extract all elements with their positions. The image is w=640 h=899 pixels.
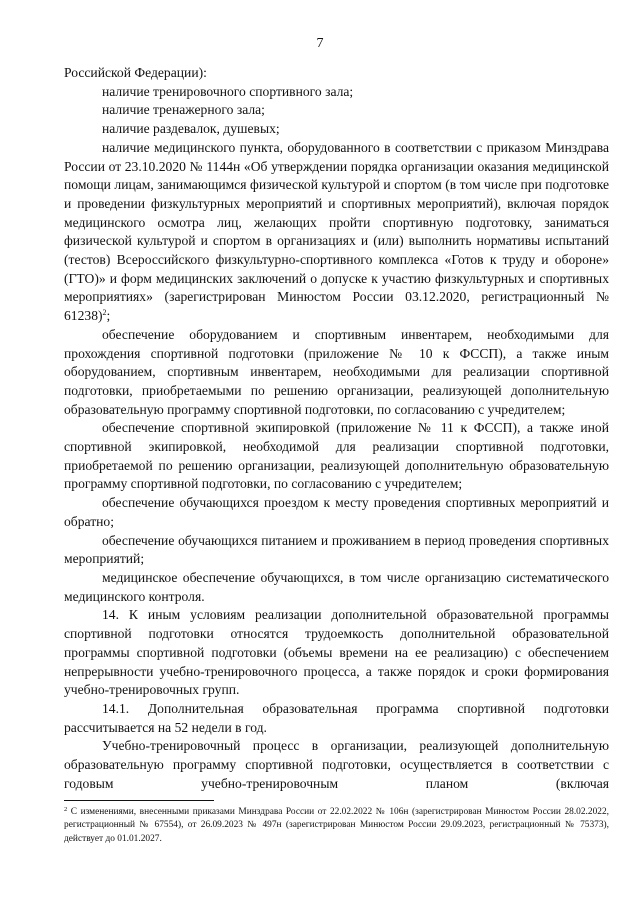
paragraph-gym: наличие тренажерного зала;: [102, 102, 265, 118]
body-text: [64, 64, 609, 793]
paragraph-equipment: обеспечение оборудованием и спортивным инвентарем, необходимыми для прохождения спортивной подготовки (приложение № 10 к ФССП), а также иным оборудованием, спортивным инвентарем, необходимыми для реализации спортивной подготовки, приобретаемыми по решению организации, реализующей дополнительную образовательную программу спортивной подготовки, по согласованию с учредителем;: [64, 326, 609, 417]
paragraph-locker-rooms: наличие раздевалок, душевых;: [102, 121, 280, 137]
footnote-marker: 2: [64, 806, 68, 813]
footnote: [64, 806, 609, 846]
paragraph-gear: обеспечение спортивной экипировкой (приложение № 11 к ФССП), а также иной спортивной экипировкой, необходимой для реализации спортивной подготовки, приобретаемой по решению организации, реализующей дополнительную образовательную программу спортивной подготовки, по согласованию с учредителем;: [64, 420, 609, 492]
paragraph-medical-point: [64, 139, 609, 326]
paragraph-item-14: 14. К иным условиям реализации дополнительной образовательной программы спортивной подготовки относятся трудоемкость дополнительной образовательной программы спортивной подготовки (объемы времени на ее реализацию) с обеспечением непрерывности учебно-тренировочного процесса, а также порядок и сроки формирования учебно-тренировочных групп.: [64, 607, 609, 698]
paragraph-medical-support: медицинское обеспечение обучающихся, в том числе организацию систематического медицинского контроля.: [64, 569, 609, 604]
paragraph-training-process: Учебно-тренировочный процесс в организации, реализующей дополнительную образовательную программу спортивной подготовки, осуществляется в соответствии с годовым учебно-тренировочным планом (включая: [64, 738, 609, 791]
paragraph-training-hall: наличие тренировочного спортивного зала;: [102, 83, 354, 99]
paragraph-medical-point-tail: ;: [106, 308, 111, 324]
paragraph-item-14-1: 14.1. Дополнительная образовательная программа спортивной подготовки рассчитывается на 52 недели в год.: [64, 700, 609, 735]
paragraph-medical-point-text: наличие медицинского пункта, оборудованного в соответствии с приказом Минздрава России от 23.10.2020 № 1144н «Об утверждении порядка организации оказания медицинской помощи лицам, занимающимся физической культурой и спортом (в том числе при подготовке и проведении физкультурных мероприятий и спортивных мероприятий), включая порядок медицинского осмотра лиц, желающих пройти спортивную подготовку, заниматься физической культурой и спортом в организациях и (или) выполнить нормативы испытаний (тестов) Всероссийского физкультурно-спортивного комплекса «Готов к труду и обороне» (ГТО)» и форм медицинских заключений о допуске к участию физкультурных и спортивных мероприятиях» (зарегистрирован Минюстом России 03.12.2020, регистрационный № 61238): [64, 139, 609, 324]
page-number: 7: [316, 36, 324, 51]
paragraph-meals-lodging: обеспечение обучающихся питанием и проживанием в период проведения спортивных мероприятий;: [64, 532, 609, 567]
paragraph-intro: Российской Федерации):: [64, 65, 207, 80]
footnote-text: С изменениями, внесенными приказами Минздрава России от 22.02.2022 № 106н (зарегистрирован Минюстом России 28.02.2022, регистрационный № 67554), от 26.09.2023 № 497н (зарегистрирован Минюстом России 29.09.2023, регистрационный № 75373), действует до 01.01.2027.: [64, 807, 609, 844]
footnote-divider: [64, 800, 214, 801]
footnote-ref: 2: [102, 308, 107, 318]
paragraph-travel: обеспечение обучающихся проездом к месту проведения спортивных мероприятий и обратно;: [64, 495, 609, 529]
